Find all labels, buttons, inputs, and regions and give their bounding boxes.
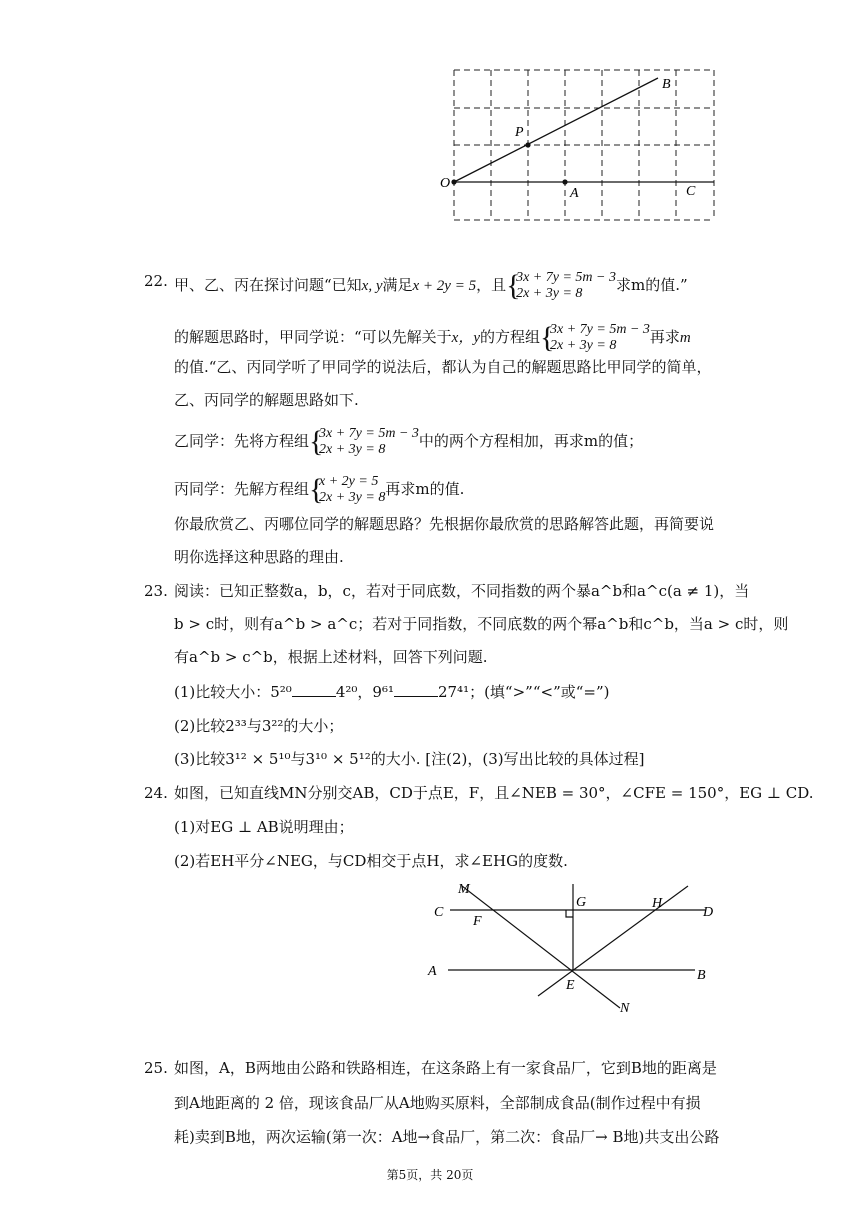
ray-ob (454, 78, 658, 182)
question-number-23: 23. (144, 582, 168, 600)
point-o (451, 179, 456, 184)
q22-line-4: 乙、丙同学的解题思路如下. (174, 391, 359, 409)
sys-a-eq1: 3x + 7y = 5m − 3 (516, 270, 616, 285)
equation-system-a: { 3x + 7y = 5m − 3 2x + 3y = 8 (506, 269, 616, 302)
label-a: A (428, 964, 437, 979)
q24-line-1: 如图，已知直线MN分别交AB，CD于点E，F，且∠NEB = 30°，∠CFE = 150°，EG ⊥ CD. (174, 784, 814, 802)
sys-a2-eq2: 2x + 3y = 8 (550, 338, 617, 353)
q25-line-1: 如图，A，B两地由公路和铁路相连，在这条路上有一家食品厂，它到B地的距离是 (174, 1059, 717, 1077)
grid-diagram (436, 60, 726, 230)
q22-l6-post: 再求m的值. (385, 480, 465, 498)
label-a: A (570, 186, 579, 201)
label-b: B (697, 968, 706, 983)
q23-line-3: 有a^b > c^b，根据上述材料，回答下列问题. (174, 648, 488, 666)
sys-bing-eq2: 2x + 3y = 8 (319, 490, 386, 505)
line-eh (538, 886, 688, 996)
q22-l1-pre: 甲、乙、丙在探讨问题“已知 (174, 276, 362, 294)
sys-bing-eq1: x + 2y = 5 (319, 474, 379, 489)
lines-diagram (420, 876, 730, 1021)
q24-part-1: (1)对EG ⊥ AB说明理由； (174, 818, 354, 836)
q23-line-2: b > c时，则有a^b > a^c；若对于同指数，不同底数的两个幂a^b和c^b，当a > c时，则 (174, 615, 789, 633)
q22-l2-mid: 的方程组 (480, 328, 541, 346)
label-e: E (566, 978, 575, 993)
q22-l1-vars: x, y (361, 278, 383, 294)
right-angle-mark (566, 910, 573, 917)
q22-line-1 (174, 270, 688, 302)
equation-system-bing: { x + 2y = 5 2x + 3y = 8 (309, 473, 386, 506)
sys-yi-eq2: 2x + 3y = 8 (319, 442, 386, 457)
q23-part-1 (174, 681, 610, 703)
point-a (562, 179, 567, 184)
q22-l5-pre: 乙同学：先将方程组 (174, 432, 310, 450)
point-p (525, 142, 530, 147)
q22-line-6 (174, 474, 464, 506)
label-d: D (703, 905, 714, 920)
q22-l5-post: 中的两个方程相加，再求m的值； (418, 432, 644, 450)
answer-blank-2[interactable] (394, 682, 438, 697)
q23-part-3: (3)比较3¹² × 5¹⁰与3¹⁰ × 5¹²的大小. [注(2)，(3)写出比较的具体过程] (174, 750, 645, 768)
q22-l1-eq: x + 2y = 5 (412, 278, 477, 294)
label-m: M (458, 882, 470, 897)
question-number-22: 22. (144, 272, 168, 290)
label-o: O (440, 176, 451, 191)
q23-part-2: (2)比较2³³与3²²的大小； (174, 717, 344, 735)
q25-line-2: 到A地距离的 2 倍，现该食品厂从A地购买原料，全部制成食品(制作过程中有损 (174, 1094, 701, 1112)
sys-a2-eq1: 3x + 7y = 5m − 3 (550, 322, 650, 337)
answer-blank-1[interactable] (292, 682, 336, 697)
q22-l6-pre: 丙同学：先解方程组 (174, 480, 310, 498)
label-b: B (662, 77, 671, 92)
q22-line-7: 你最欣赏乙、丙哪位同学的解题思路？先根据你最欣赏的思路解答此题，再简要说 (174, 515, 715, 533)
label-f: F (473, 914, 482, 929)
q24-part-2: (2)若EH平分∠NEG，与CD相交于点H，求∠EHG的度数. (174, 852, 568, 870)
q22-l1-post: 求m的值.” (615, 276, 688, 294)
equation-system-a-repeat: { 3x + 7y = 5m − 3 2x + 3y = 8 (540, 321, 650, 354)
question-number-24: 24. (144, 784, 168, 802)
sys-yi-eq1: 3x + 7y = 5m − 3 (319, 426, 419, 441)
q23-line-1: 阅读：已知正整数a，b，c，若对于同底数，不同指数的两个暴a^b和a^c(a ≠ 1)，当 (174, 582, 750, 600)
equation-system-yi: { 3x + 7y = 5m − 3 2x + 3y = 8 (309, 425, 419, 458)
q22-l2-pre: 的解题思路时，甲同学说：“可以先解关于 (174, 328, 452, 346)
q22-line-3: 的值.“乙、丙同学听了甲同学的说法后，都认为自己的解题思路比甲同学的简单， (174, 358, 712, 376)
lines-figure (420, 876, 730, 1021)
q22-l2-post: 再求 (649, 328, 680, 346)
label-c: C (434, 905, 444, 920)
q22-line-5 (174, 426, 643, 458)
sys-a-eq2: 2x + 3y = 8 (516, 286, 583, 301)
q22-line-2 (174, 322, 691, 354)
question-number-25: 25. (144, 1059, 168, 1077)
q23-p1-a: 5²⁰ (270, 683, 292, 701)
page-footer: 第5页，共 20页 (386, 1168, 474, 1182)
q23-p1-c: 27⁴¹；(填“>”“<”或“=”) (437, 683, 610, 701)
grid-lines (454, 70, 714, 220)
q22-l2-m: m (679, 330, 691, 346)
line-mn (462, 886, 620, 1008)
label-n: N (620, 1001, 630, 1016)
q22-l2-vars: x，y (451, 330, 480, 346)
q23-p1-pre: (1)比较大小： (174, 683, 271, 701)
q23-p1-b: 4²⁰，9⁶¹ (335, 683, 394, 701)
q25-line-3: 耗)卖到B地，两次运输(第一次：A地→食品厂，第二次：食品厂→ B地)共支出公路 (174, 1128, 720, 1146)
q22-line-8: 明你选择这种思路的理由. (174, 548, 344, 566)
label-g: G (576, 895, 587, 910)
label-h: H (652, 896, 663, 911)
label-c: C (686, 184, 696, 199)
label-p: P (515, 125, 524, 140)
q22-l1-mid: 满足 (382, 276, 413, 294)
q22-l1-and: ，且 (476, 276, 507, 294)
grid-figure (436, 60, 726, 230)
